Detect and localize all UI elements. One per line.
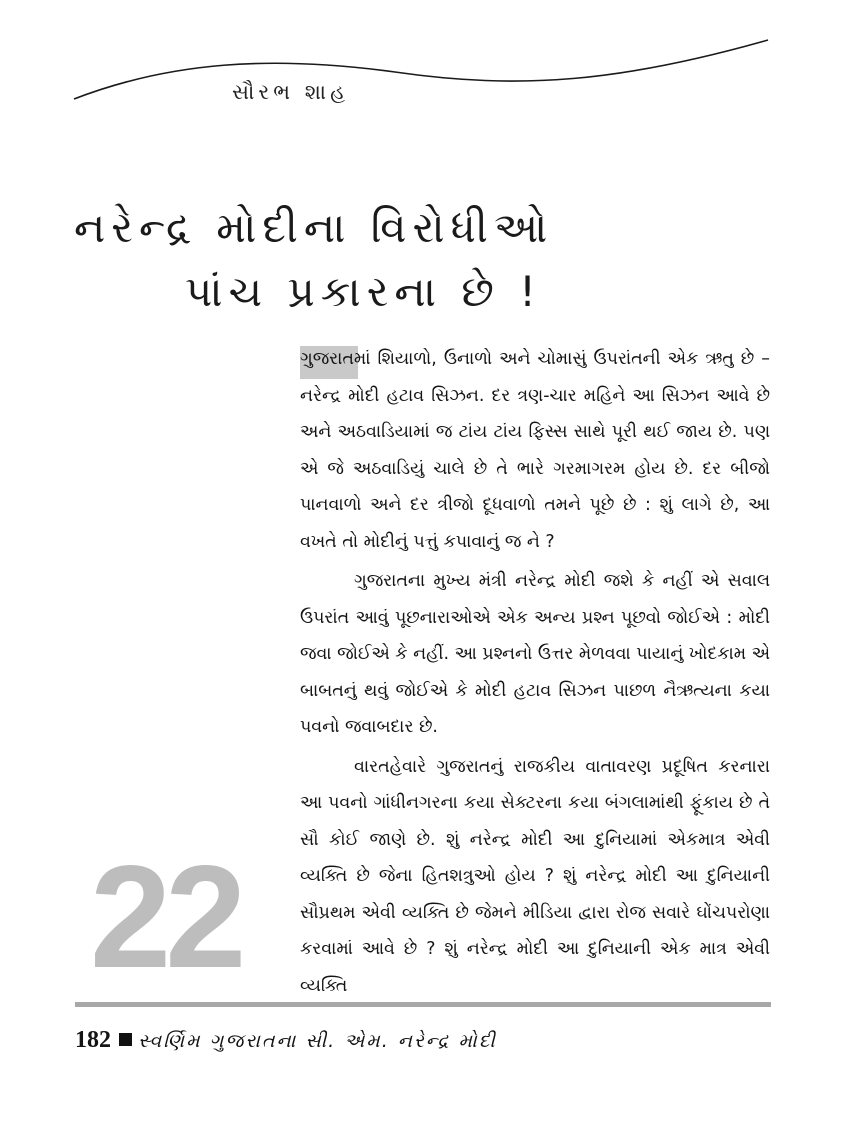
book-title: સ્વર્ણિમ ગુજરાતના સી. એમ. નરેન્દ્ર મોદી — [138, 1030, 497, 1052]
header-wave-line — [0, 0, 858, 120]
chapter-title — [0, 196, 858, 324]
author-name: સૌરભ શાહ — [232, 80, 350, 104]
square-bullet-icon — [119, 1033, 132, 1046]
chapter-title-line-2: પાંચ પ્રકારના છે ! — [185, 267, 542, 316]
article-body — [300, 341, 770, 1007]
chapter-number: 22 — [90, 835, 241, 998]
footer-rule — [75, 1002, 771, 1007]
paragraph-3: વારતહેવારે ગુજરાતનું રાજકીય વાતાવરણ પ્રદૂષિત કરનારા આ પવનો ગાંધીનગરના કયા સેક્ટરના કયા બંગલામાંથી ફૂંકાય છે તે સૌ કોઈ જાણે છે. શું નરેન્દ્ર મોદી આ દુનિયામાં એકમાત્ર એવી વ્યક્તિ છે જેના હિતશત્રુઓ હોય ? શું નરેન્દ્ર મોદી આ દુનિયાની સૌપ્રથમ એવી વ્યક્તિ છે જેમને મીડિયા દ્વારા રોજ સવારે ઘોંચપરોણા કરવામાં આવે છે ? શું નરેન્દ્ર મોદી આ દુનિયાની એક માત્ર એવી વ્યક્તિ — [300, 756, 770, 996]
page-footer — [75, 1027, 497, 1054]
page-number: 182 — [75, 1027, 111, 1053]
chapter-title-line-1: નરેન્દ્ર મોદીના વિરોધીઓ — [74, 203, 554, 252]
paragraph-1: ગુજરાતમાં શિયાળો, ઉનાળો અને ચોમાસું ઉપરાંતની એક ઋતુ છે – નરેન્દ્ર મોદી હટાવ સિઝન. દર ત્રણ-ચાર મહિને આ સિઝન આવે છે અને અઠવાડિયામાં જ ટાંય ટાંય ફિસ્સ સાથે પૂરી થઈ જાય છે. પણ એ જે અઠવાડિયું ચાલે છે તે ભારે ગરમાગરમ હોય છે. દર બીજો પાનવાળો અને દર ત્રીજો દૂધવાળો તમને પૂછે છે : શું લાગે છે, આ વખતે તો મોદીનું પત્તું કપાવાનું જ ને ? — [300, 349, 770, 552]
paragraph-2: ગુજરાતના મુખ્ય મંત્રી નરેન્દ્ર મોદી જશે કે નહીં એ સવાલ ઉપરાંત આવું પૂછનારાઓએ એક અન્ય પ્રશ્ન પૂછવો જોઈએ : મોદી જવા જોઈએ કે નહીં. આ પ્રશ્નનો ઉત્તર મેળવવા પાયાનું ખોદકામ એ બાબતનું થવું જોઈએ કે મોદી હટાવ સિઝન પાછળ નૈઋત્યના કયા પવનો જવાબદાર છે. — [300, 571, 770, 737]
